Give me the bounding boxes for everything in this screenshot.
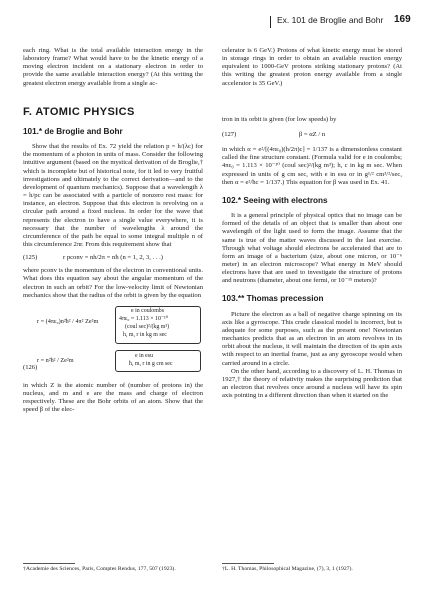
right-column xyxy=(222,47,402,400)
left-column xyxy=(23,47,203,415)
equation-body: β = αZ / n xyxy=(298,130,326,138)
units-line: e in esu xyxy=(135,352,153,359)
paragraph: in which α = e²/[(4πε₀)(h/2π)c] = 1/137 is a dimensionless constant called the fine structure constant. (Formula valid for e in coulombs; 4πε₀ = 1.113 × 10⁻¹⁰ (coul sec)²/(kg m³); h, c in kg m sec. When expressed in units of g cm sec, with e in esu or in g¹/² cm³/²/sec, then α = e²/ħc = 1/137.) This equation for β was used in Ex. 41. xyxy=(222,146,402,186)
equation-127 xyxy=(222,131,402,139)
paragraph: where pconv is the momentum of the electron in conventional units. What does this equation say about the angular momentum of the electron in such an orbit? For the low-velocity limit of Newtonian mechanics show that the radius of the orbit is given by the equation xyxy=(23,267,203,299)
equation-number: (127) xyxy=(222,130,237,138)
units-line: 4πε₀ = 1.113 × 10⁻¹⁰ xyxy=(119,315,169,322)
units-line: ħ, m, r in g cm sec xyxy=(129,360,173,367)
equation-126 xyxy=(23,304,203,376)
section-102-title: 102.* Seeing with electrons xyxy=(222,195,328,205)
header-divider xyxy=(270,16,271,28)
units-line: h, m, r in kg m sec xyxy=(123,331,167,338)
header-section-label: Ex. 101 de Broglie and Bohr xyxy=(277,15,384,25)
equation-number: (126) xyxy=(23,363,38,371)
paragraph: in which Z is the atomic number of (number of protons in) the nucleus, and m and e are the mass and charge of electron respectively. These are the Bohr orbits of an atom. Show that the speed β of the elec- xyxy=(23,381,203,414)
running-header xyxy=(0,14,423,30)
section-101-title: 101.* de Broglie and Bohr xyxy=(23,126,123,136)
footnote-left: †Academie des Sciences, Paris, Comptes Rendus, 177, 507 (1923). xyxy=(23,566,176,572)
chapter-title: F. ATOMIC PHYSICS xyxy=(23,105,135,118)
paragraph: Picture the electron as a ball of negative charge spinning on its axis like a gyroscope. This crude classical model is incorrect, but is adequate for some purposes, such as the present one! Newtonian mechanics predicts that as an electron in an atom revolves in its orbit about the nucleus, it will maintain the direction of its spin axis with respect to an inertial frame, just as any gyroscope would when carried around in a circle. xyxy=(222,310,402,367)
continued-text: celerator is 6 GeV.) Protons of what kinetic energy must be stored in storage rings in order to obtain an available reaction energy equivalent to 1000-GeV protons striking stationary protons? (At this writing the greatest proton energy available from a single accelerator is 35 GeV.) xyxy=(222,47,402,87)
page-number: 169 xyxy=(394,14,411,25)
radius-formula-cgs: r = n²ħ² / Ze²m xyxy=(37,356,74,364)
footnote-right: †L. H. Thomas, Philosophical Magazine, (7), 3, 1 (1927). xyxy=(222,566,353,572)
footnote-rule xyxy=(222,563,274,564)
equation-number: (125) xyxy=(23,254,38,262)
radius-formula-si: r = (4πε₀)n²ħ² / 4π² Ze²m xyxy=(37,317,99,325)
paragraph: tron in its orbit is given (for low speeds) by xyxy=(222,115,337,123)
equation-125 xyxy=(23,254,203,262)
paragraph: On the other hand, according to a discovery of L. H. Thomas in 1927,† the theory of relativity makes the surprising prediction that an electron that revolves once around a nucleus will have its spin axis pointing in a different direction than when it started on the xyxy=(222,367,402,400)
units-line: (coul sec)²/(kg m³) xyxy=(125,323,170,330)
paragraph: Show that the results of Ex. 72 yield the relation p = h/(λc) for the momentum of a photon in units of mass. Consider the following intuitive argument (based on the mystical derivation of de Broglie,† which is incomplete but of historical note, for it led to very fruitful investigations and ultimately to the correct derivation—and to the development of quantum mechanics). Suppose that a wavelength λ = h/pc can be associated with a particle of nonzero rest mass: for instance, an electron. Suppose that this electron is revolving on a circular path around a fixed nucleus. In order for the wave that represents the electron to have a single value everywhere, it is necessary that the number of wavelengths λ around the circumference of the path be equal to some integral multiple n of this circumference 2πr. From this requirement show that xyxy=(23,143,203,248)
paragraph: It is a general principle of physical optics that no image can be formed of the details of an object that is smaller than about one wavelength of the light used to form the image. Assume that the same is true of the matter waves discussed in the last exercise. Through what voltage should electrons be accelerated that are to form an image of a bacterium (size, about one micron, or 10⁻⁶ meter) in an electron microscope? What energy in MeV should electrons have that are used to investigate the structure of protons and neutrons (diameter, about one fermi, or 10⁻¹⁵ meters)? xyxy=(222,212,402,285)
continued-text: each ring. What is the total available interaction energy in the laboratory frame? What would have to be the kinetic energy of a moving electron incident on a stationary electron in order to provide the same available interaction energy? (At this writing the greatest electron energy available from a single ac- xyxy=(23,47,203,87)
equation-body: r pconv = nh/2π = nħ (n = 1, 2, 3, . . .) xyxy=(62,254,163,262)
section-103-title: 103.** Thomas precession xyxy=(222,294,324,304)
footnote-rule xyxy=(23,563,75,564)
units-line: e in coulombs xyxy=(131,307,165,314)
